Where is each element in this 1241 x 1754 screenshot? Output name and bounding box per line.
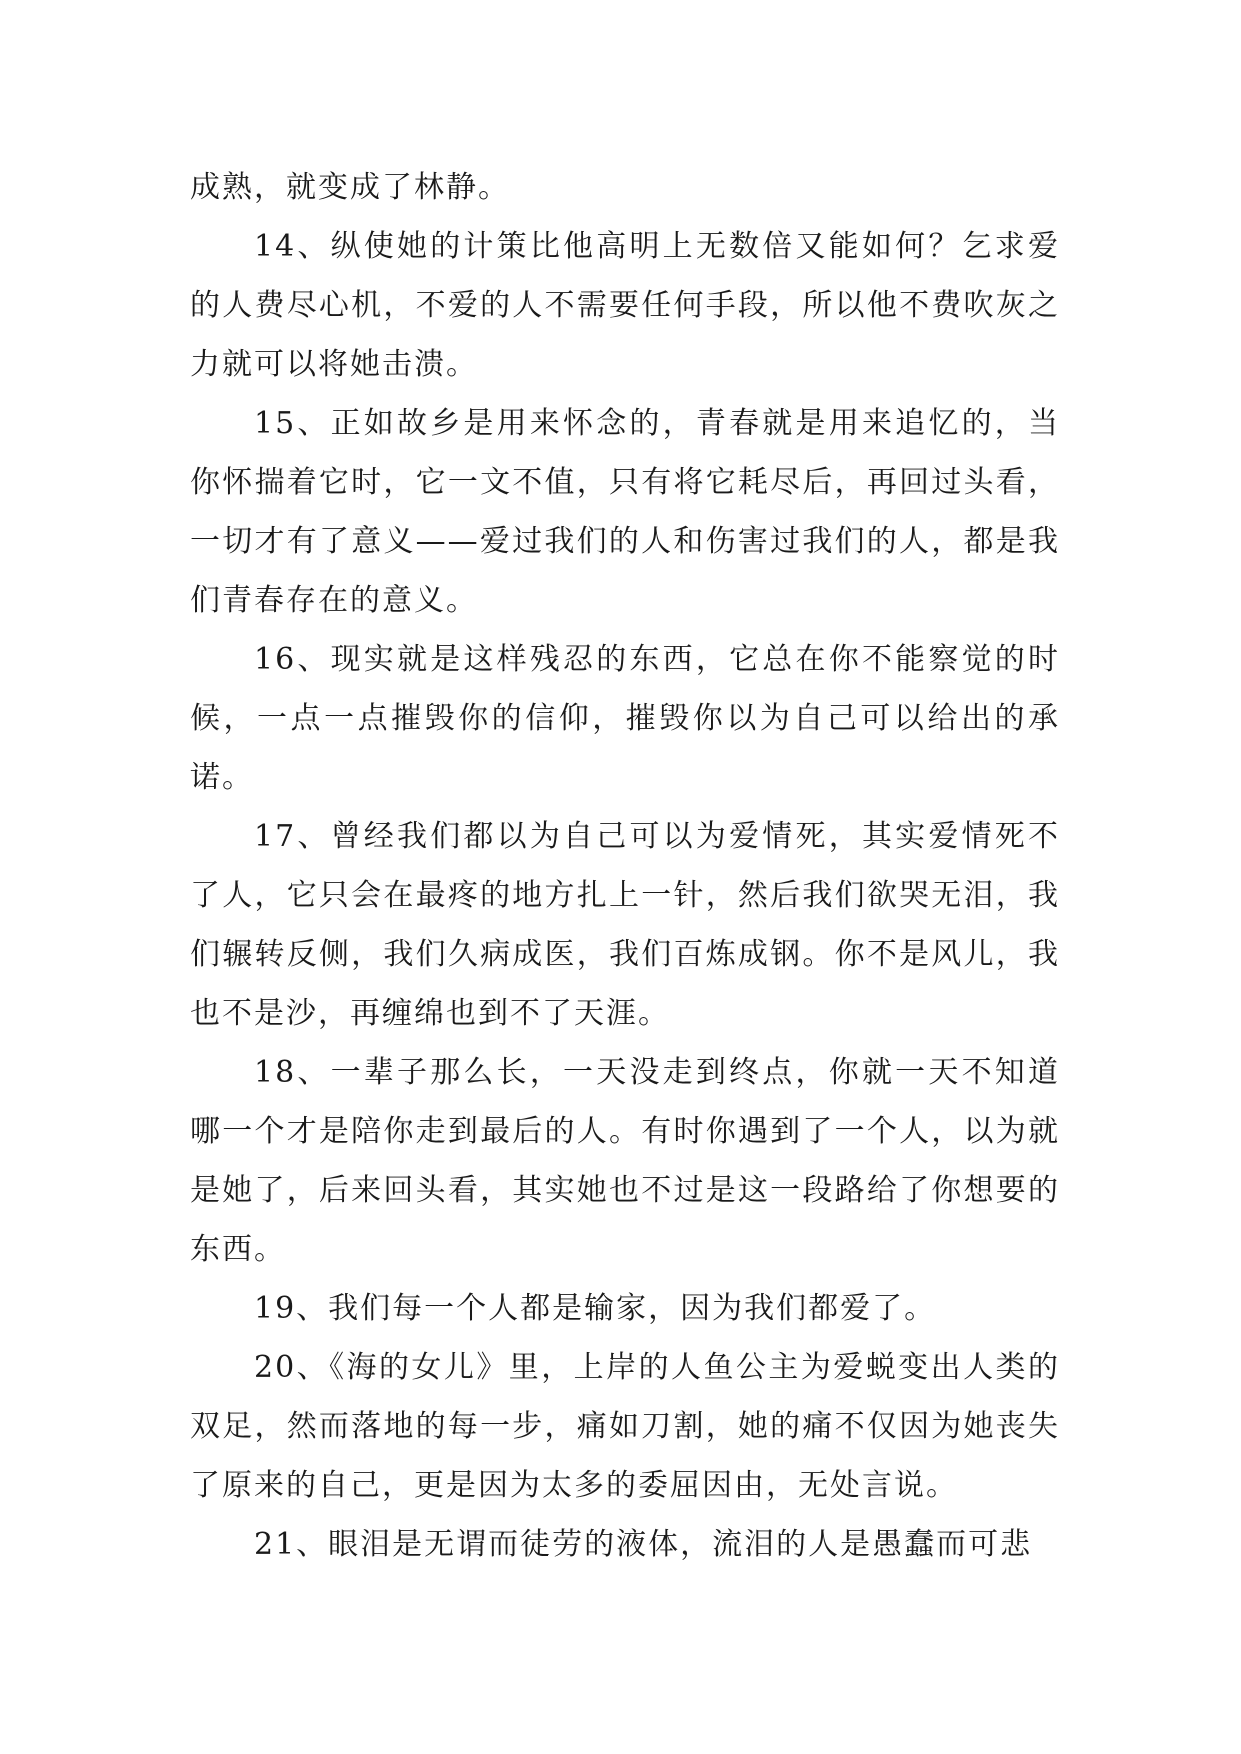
paragraph-21: 21、眼泪是无谓而徒劳的液体，流泪的人是愚蠢而可悲 <box>254 1527 1033 1562</box>
paragraph-18: 18、一辈子那么长，一天没走到终点，你就一天不知道哪一个才是陪你走到最后的人。有时你遇到了一个人，以为就是她了，后来回头看，其实她也不过是这一段路给了你想要的东西。 <box>190 1055 1060 1267</box>
paragraph-14: 14、纵使她的计策比他高明上无数倍又能如何？乞求爱的人费尽心机，不爱的人不需要任何手段，所以他不费吹灰之力就可以将她击溃。 <box>190 229 1060 382</box>
document-body <box>190 158 1060 1574</box>
paragraph-19: 19、我们每一个人都是输家，因为我们都爱了。 <box>254 1291 937 1326</box>
paragraph-20: 20、《海的女儿》里，上岸的人鱼公主为爱蜕变出人类的双足，然而落地的每一步，痛如刀割，她的痛不仅因为她丧失了原来的自己，更是因为太多的委屈因由，无处言说。 <box>190 1350 1060 1503</box>
paragraph-16: 16、现实就是这样残忍的东西，它总在你不能察觉的时候，一点一点摧毁你的信仰，摧毁你以为自己可以给出的承诺。 <box>190 642 1060 795</box>
paragraph-15: 15、正如故乡是用来怀念的，青春就是用来追忆的，当你怀揣着它时，它一文不值，只有将它耗尽后，再回过头看，一切才有了意义——爱过我们的人和伤害过我们的人，都是我们青春存在的意义。 <box>190 406 1060 618</box>
paragraph-continuation: 成熟，就变成了林静。 <box>190 170 510 205</box>
paragraph-17: 17、曾经我们都以为自己可以为爱情死，其实爱情死不了人，它只会在最疼的地方扎上一针，然后我们欲哭无泪，我们辗转反侧，我们久病成医，我们百炼成钢。你不是风儿，我也不是沙，再缠绵也到不了天涯。 <box>190 819 1060 1031</box>
